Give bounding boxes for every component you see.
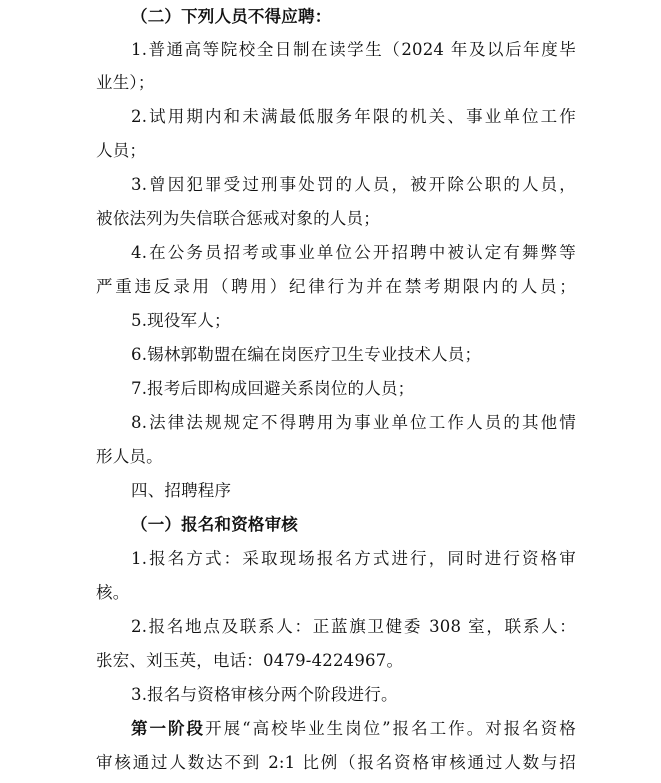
reg-stages: 3.报名与资格审核分两个阶段进行。 — [131, 685, 398, 704]
section-heading-ineligible: （二）下列人员不得应聘： — [131, 7, 332, 26]
item-4-line-2: 严重违反录用（聘用）纪律行为并在禁考期限内的人员； — [96, 277, 576, 296]
stage-one-label: 第一阶段 — [131, 719, 206, 738]
reg-method-line-2: 核。 — [96, 583, 130, 602]
reg-method-line-1: 1.报名方式：采取现场报名方式进行，同时进行资格审 — [131, 549, 576, 568]
item-1-line-1: 1.普通高等院校全日制在读学生（2024 年及以后年度毕 — [131, 40, 576, 59]
item-1-line-2: 业生）； — [96, 73, 155, 92]
item-6: 6.锡林郭勒盟在编在岗医疗卫生专业技术人员； — [131, 345, 482, 364]
item-2-line-2: 人员； — [96, 141, 147, 160]
reg-location-line-2: 张宏、刘玉英，电话：0479-4224967。 — [96, 651, 404, 670]
stage-one-text: 开展“高校毕业生岗位”报名工作。对报名资格 — [205, 719, 576, 738]
item-4-line-1: 4.在公务员招考或事业单位公开招聘中被认定有舞弊等 — [131, 243, 576, 262]
item-3-line-1: 3.曾因犯罪受过刑事处罚的人员，被开除公职的人员， — [131, 175, 576, 194]
reg-location-line-1: 2.报名地点及联系人：正蓝旗卫健委 308 室，联系人： — [131, 617, 576, 636]
item-8-line-2: 形人员。 — [96, 447, 163, 466]
item-8-line-1: 8.法律法规规定不得聘用为事业单位工作人员的其他情 — [131, 413, 576, 432]
item-7: 7.报考后即构成回避关系岗位的人员； — [131, 379, 415, 398]
item-3-line-2: 被依法列为失信联合惩戒对象的人员； — [96, 209, 380, 228]
item-5: 5.现役军人； — [131, 311, 231, 330]
stage-one-line-2: 审核通过人数达不到 2:1 比例（报名资格审核通过人数与招 — [96, 753, 576, 772]
stage-one-line-1 — [131, 714, 576, 744]
section-heading-procedure: 四、招聘程序 — [131, 481, 232, 500]
item-2-line-1: 2.试用期内和未满最低服务年限的机关、事业单位工作 — [131, 107, 576, 126]
subsection-heading-registration: （一）报名和资格审核 — [131, 515, 298, 534]
